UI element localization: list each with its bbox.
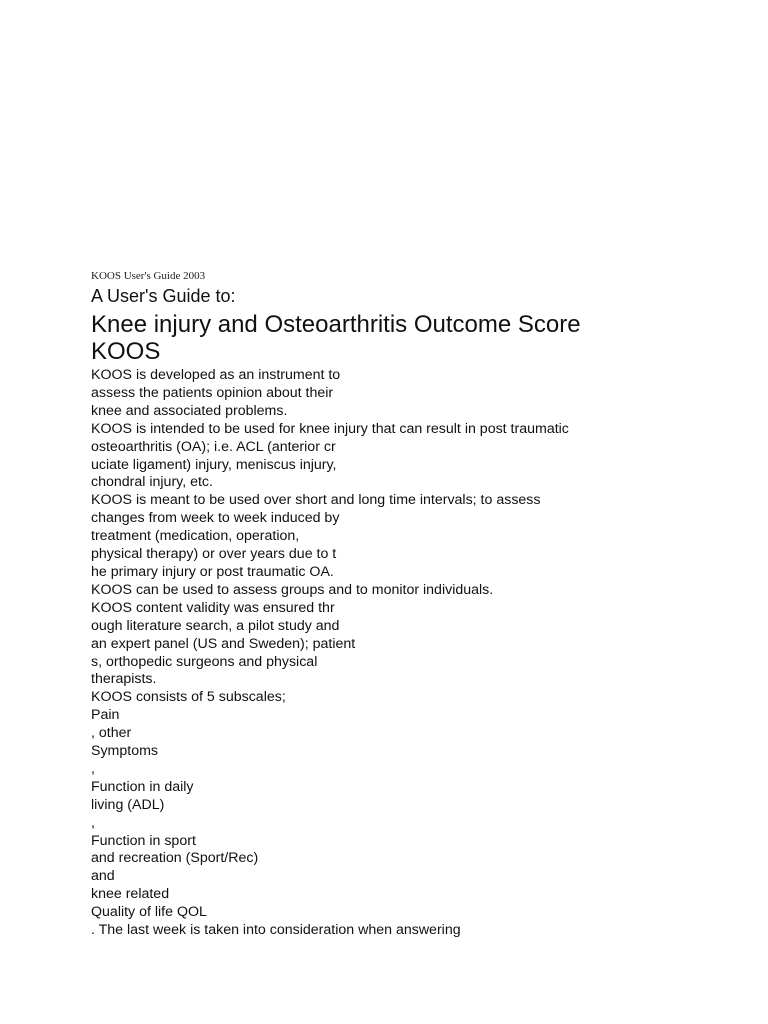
document-subtitle: A User's Guide to: <box>91 286 236 306</box>
title-line: KOOS <box>91 338 161 365</box>
body-text-line: and recreation (Sport/Rec) <box>91 850 259 867</box>
body-text-line: Function in sport <box>91 832 196 849</box>
body-text-line: and <box>91 868 115 885</box>
body-text-line: KOOS content validity was ensured thr <box>91 599 335 616</box>
body-text-line: osteoarthritis (OA); i.e. ACL (anterior cr <box>91 438 336 455</box>
body-text-line: Quality of life QOL <box>91 904 207 921</box>
body-text-line: KOOS is meant to be used over short and long time intervals; to assess <box>91 492 541 509</box>
body-text-line: , other <box>91 725 132 742</box>
body-text-line: KOOS is intended to be used for knee injury that can result in post traumatic <box>91 420 569 437</box>
document-body <box>91 367 731 940</box>
body-text-line: KOOS consists of 5 subscales; <box>91 689 286 706</box>
body-text-line: knee related <box>91 886 170 903</box>
body-text-line: , <box>91 814 95 831</box>
title-line: Knee injury and Osteoarthritis Outcome Score <box>91 311 581 338</box>
body-text-line: ough literature search, a pilot study and <box>91 617 340 634</box>
body-text-line: living (ADL) <box>91 796 165 813</box>
body-text-line: KOOS is developed as an instrument to <box>91 367 341 383</box>
body-text-line: chondral injury, etc. <box>91 474 213 491</box>
body-text-line: physical therapy) or over years due to t <box>91 546 337 563</box>
body-text-line: therapists. <box>91 671 157 688</box>
running-header: KOOS User's Guide 2003 <box>91 270 206 282</box>
body-text-line: s, orthopedic surgeons and physical <box>91 653 318 670</box>
document-content <box>91 269 731 940</box>
body-text-line: , <box>91 760 95 777</box>
body-text-line: Function in daily <box>91 778 194 795</box>
body-text-line: uciate ligament) injury, meniscus injury, <box>91 456 337 473</box>
body-text-line: assess the patients opinion about their <box>91 384 334 401</box>
body-text-line: Pain <box>91 707 120 724</box>
document-title <box>91 311 731 365</box>
body-text-line: KOOS can be used to assess groups and to monitor individuals. <box>91 581 494 598</box>
body-text-line: Symptoms <box>91 743 159 760</box>
body-text-line: knee and associated problems. <box>91 402 288 419</box>
body-text-line: changes from week to week induced by <box>91 510 340 527</box>
body-text-line: he primary injury or post traumatic OA. <box>91 563 334 580</box>
body-text-line: an expert panel (US and Sweden); patient <box>91 635 356 652</box>
body-text-line: treatment (medication, operation, <box>91 528 300 545</box>
body-text-line: . The last week is taken into consideration when answering <box>91 922 461 939</box>
